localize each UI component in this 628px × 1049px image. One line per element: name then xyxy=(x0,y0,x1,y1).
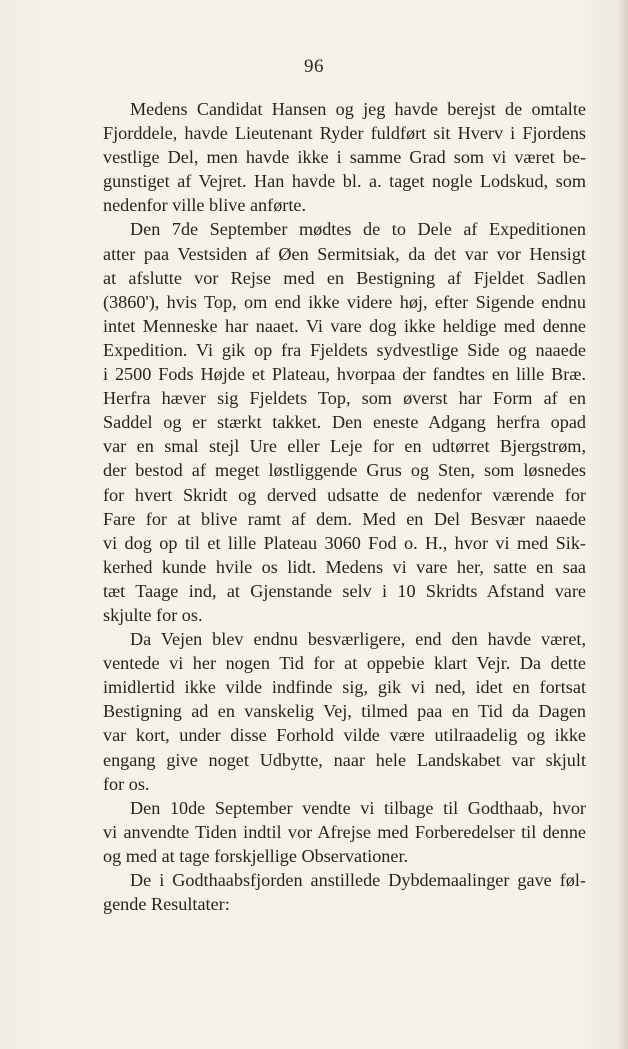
text-line: vi anvendte Tiden indtil vor Afrejse med Forberedelser til denne xyxy=(103,821,586,842)
page-edge-shadow xyxy=(618,0,628,1049)
text-line: atter paa Vestsiden af Øen Sermitsiak, da det var vor Hensigt xyxy=(103,243,586,264)
text-line: imidlertid ikke vilde indfinde sig, gik vi ned, idet en fortsat xyxy=(103,677,586,698)
text-line: vi dog op til et lille Plateau 3060 Fod o. H., hvor vi med Sik- xyxy=(103,532,586,553)
text-line: Fjorddele, havde Lieutenant Ryder fuldført sit Hverv i Fjordens xyxy=(103,123,586,144)
text-line: Expedition. Vi gik op fra Fjeldets sydvestlige Side og naaede xyxy=(103,339,586,360)
text-line: for hvert Skridt og derved udsatte de nedenfor værende for xyxy=(103,484,586,505)
text-line: De i Godthaabsfjorden anstillede Dybdemaalinger gave føl- xyxy=(130,870,586,890)
text-line: Saddel og er stærkt takket. Den eneste Adgang herfra opad xyxy=(103,412,586,433)
text-line: ventede vi her nogen Tid for at oppebie klart Vejr. Da dette xyxy=(103,653,586,674)
text-line: var kort, under disse Forhold vilde være utilraadelig og ikke xyxy=(103,725,586,746)
paragraph xyxy=(76,868,586,916)
text-line: Den 7de September mødtes de to Dele af Expeditionen xyxy=(130,219,586,240)
text-line: og med at tage forskjellige Observationer. xyxy=(103,845,409,866)
text-line: for os. xyxy=(103,773,150,794)
text-line: nedenfor ville blive anførte. xyxy=(103,195,307,216)
text-line: Medens Candidat Hansen og jeg havde berejst de omtalte xyxy=(130,99,586,119)
body-text xyxy=(76,97,586,916)
text-line: vestlige Del, men havde ikke i samme Grad som vi været be- xyxy=(103,147,586,168)
text-line: tæt Taage ind, at Gjenstande selv i 10 Skridts Afstand vare xyxy=(103,580,586,601)
text-line: engang give noget Udbytte, naar hele Landskabet var skjult xyxy=(103,749,586,770)
text-line: kerhed kunde hvile os lidt. Medens vi vare her, satte en saa xyxy=(103,556,586,577)
paragraph xyxy=(76,796,586,868)
text-line: gende Resultater: xyxy=(103,894,230,915)
text-line: Bestigning ad en vanskelig Vej, tilmed paa en Tid da Dagen xyxy=(103,701,586,722)
text-line: intet Menneske har naaet. Vi vare dog ikke heldige med denne xyxy=(103,315,586,336)
text-line: gunstiget af Vejret. Han havde bl. a. taget nogle Lodskud, som xyxy=(103,171,586,192)
text-line: i 2500 Fods Højde et Plateau, hvorpaa der fandtes en lille Bræ. xyxy=(103,364,586,385)
text-line: Den 10de September vendte vi tilbage til Godthaab, hvor xyxy=(130,797,586,818)
text-line: Fare for at blive ramt af dem. Med en Del Besvær naaede xyxy=(103,508,586,529)
text-line: (3860'), hvis Top, om end ikke videre høj, efter Sigende endnu xyxy=(103,291,586,312)
paragraph xyxy=(76,97,586,217)
page-number: 96 xyxy=(304,56,324,77)
text-line: var en smal stejl Ure eller Leje for en udtørret Bjergstrøm, xyxy=(103,436,586,457)
text-line: Da Vejen blev endnu besværligere, end den havde været, xyxy=(130,629,586,650)
paragraph xyxy=(76,627,586,796)
text-line: der bestod af meget løstliggende Grus og Sten, som løsnedes xyxy=(103,460,586,481)
text-line: Herfra hæver sig Fjeldets Top, som øverst har Form af en xyxy=(103,388,586,409)
paragraph xyxy=(76,217,586,627)
text-line: skjulte for os. xyxy=(103,604,203,625)
text-line: at afslutte vor Rejse med en Bestigning af Fjeldet Sadlen xyxy=(103,267,586,288)
